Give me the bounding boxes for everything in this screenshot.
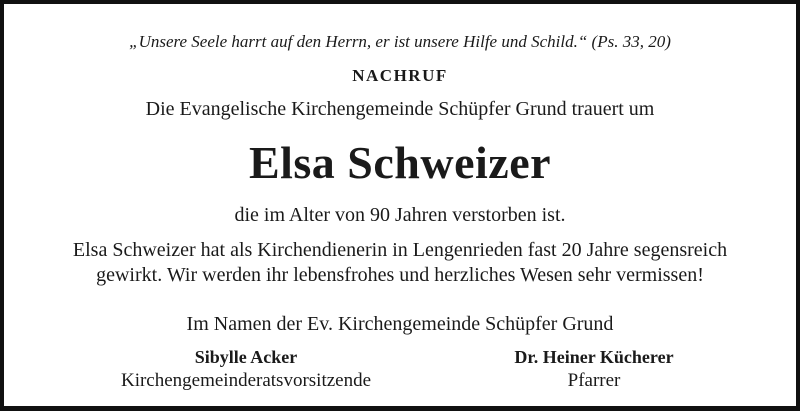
- signatory-role: Kirchengemeinderatsvorsitzende: [120, 370, 372, 391]
- signatory-name: Dr. Heiner Kücherer: [514, 347, 674, 367]
- signatory-role: Pfarrer: [567, 370, 621, 391]
- bible-quote: „Unsere Seele harrt auf den Herrn, er ist unsere Hilfe und Schild.“ (Ps. 33, 20): [129, 32, 671, 51]
- intro-text: Die Evangelische Kirchengemeinde Schüpfer Grund trauert um: [145, 98, 655, 120]
- on-behalf-line: Im Namen der Ev. Kirchengemeinde Schüpfer Grund: [186, 313, 614, 335]
- body-text-line-2: gewirkt. Wir werden ihr lebensfrohes und herzliches Wesen sehr vermissen!: [96, 264, 704, 286]
- signatory-name: Sibylle Acker: [194, 347, 298, 367]
- signatory-right: [424, 346, 764, 394]
- deceased-name: Elsa Schweizer: [248, 137, 552, 188]
- age-line: die im Alter von 90 Jahren verstorben ist.: [234, 204, 566, 226]
- notice-heading: NACHRUF: [352, 66, 448, 85]
- body-text-line-1: Elsa Schweizer hat als Kirchendienerin in Lengenrieden fast 20 Jahre segensreich: [72, 239, 728, 261]
- signatory-left: [76, 346, 416, 394]
